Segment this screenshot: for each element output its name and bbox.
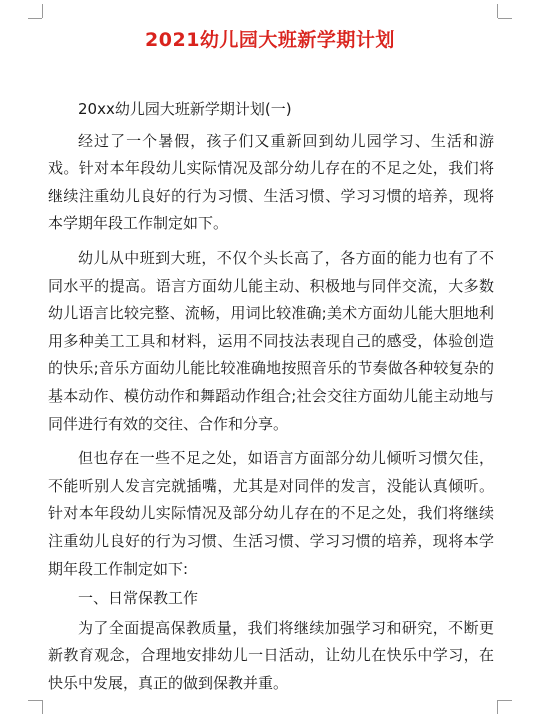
paragraph-abilities: 幼儿从中班到大班，不仅个头长高了，各方面的能力也有了不同水平的提高。语言方面幼儿能主动、积极地与同伴交流，大多数幼儿语言比较完整、流畅，用词比较准确;美术方面幼儿能大胆地利用多种美工工具和材料，运用不同技法表现自己的感受，体验创造的快乐;音乐方面幼儿能比较准确地按照音乐的节奏做各种较复杂的基本动作、模仿动作和舞蹈动作组合;社会交往方面幼儿能主动地与同伴进行有效的交往、合作和分享。 [48,248,494,433]
paragraph-shortcomings: 但也存在一些不足之处，如语言方面部分幼儿倾听习惯欠佳，不能听别人发言完就插嘴，尤其是对同伴的发言，没能认真倾听。针对本年段幼儿实际情况及部分幼儿存在的不足之处，我们将继续注重幼儿良好的行为习惯、生活习惯、学习习惯的培养，现将本学期年段工作制定如下: [48,449,494,578]
crop-mark [28,18,42,19]
section-heading: 一、日常保教工作 [78,589,199,608]
crop-mark [42,4,43,18]
crop-mark [498,700,512,701]
crop-mark [497,700,498,714]
crop-mark [498,18,512,19]
crop-mark [42,700,43,714]
crop-mark [497,4,498,18]
paragraph-intro: 经过了一个暑假，孩子们又重新回到幼儿园学习、生活和游戏。针对本年段幼儿实际情况及部分幼儿存在的不足之处，我们将继续注重幼儿良好的行为习惯、生活习惯、学习习惯的培养，现将本学期年段工作制定如下。 [48,131,494,233]
document-body [48,96,494,697]
document-title: 2021幼儿园大班新学期计划 [145,29,395,51]
paragraph-daily-work: 为了全面提高保教质量，我们将继续加强学习和研究，不断更新教育观念，合理地安排幼儿一日活动，让幼儿在快乐中学习，在快乐中发展，真正的做到保教并重。 [48,618,494,692]
document-subtitle: 20xx幼儿园大班新学期计划(一) [78,100,292,118]
crop-mark [28,700,42,701]
